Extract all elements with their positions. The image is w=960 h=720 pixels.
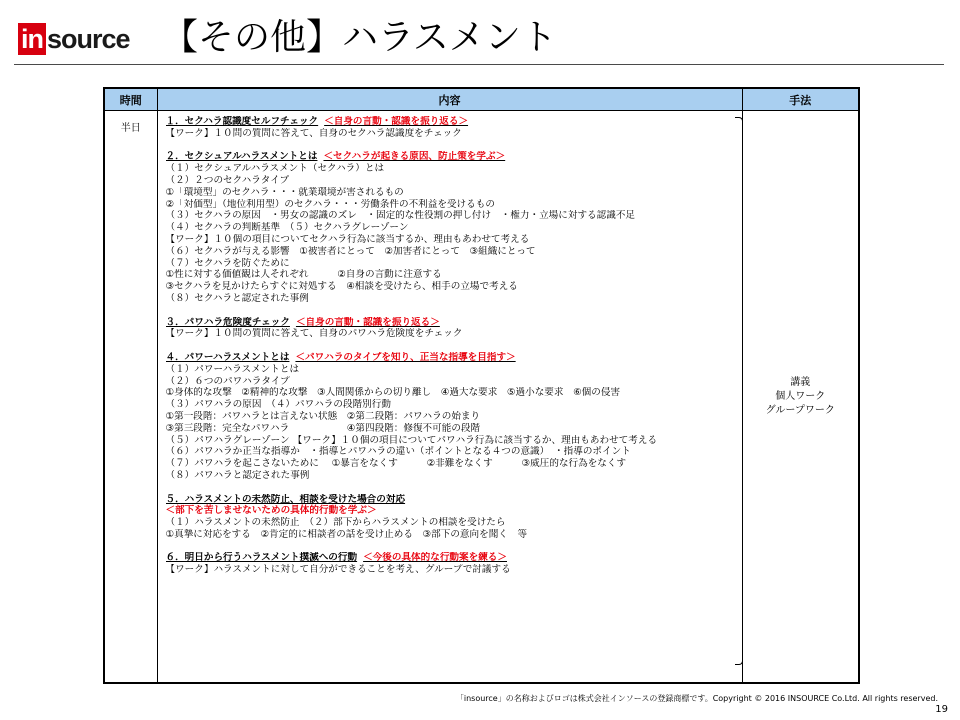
content-line: （２）２つのセクハラタイプ <box>165 174 290 186</box>
section-heading <box>166 116 738 128</box>
content-line: （２）６つのパワハラタイプ <box>165 375 290 387</box>
content-line: ①第一段階：パワハラとは言えない状態 ②第二段階：パワハラの始まり <box>165 410 481 422</box>
logo-in: in <box>18 23 46 55</box>
copyright-footer: 「insource」の名称およびロゴは株式会社インソースの登録商標です。Copyright © 2016 INSOURCE Co.Ltd. All rights reserved. <box>455 694 938 703</box>
content-line: （１）ハラスメントの未然防止 （２）部下からハラスメントの相談を受けたら <box>165 517 506 529</box>
header-time: 時間 <box>104 88 157 111</box>
spacer <box>166 340 738 352</box>
content-line: ①真摯に対応をする ②肯定的に相談者の話を受け止める ③部下の意向を聞く 等 <box>165 528 528 540</box>
content-line: 【ワーク】１０問の質問に答えて、自身のセクハラ認識度をチェック <box>165 127 462 139</box>
spacer <box>166 541 738 553</box>
brace-bracket <box>735 117 743 665</box>
content-line: ①身体的な攻撃 ②精神的な攻撃 ③人間関係からの切り離し ④過大な要求 ⑤過小な要求 ⑥個の侵害 <box>165 387 621 399</box>
section-heading-text: １．セクハラ認識度セルフチェック <box>165 116 319 127</box>
content-line: ①性に対する価値観は人それぞれ ②自身の言動に注意する <box>165 269 442 281</box>
section-goal: ＜パワハラのタイプを知り、正当な指導を目指す＞ <box>295 351 516 363</box>
content-line: （６）セクハラが与える影響 ①被害者にとって ②加害者にとって ③組織にとって <box>165 245 536 257</box>
time-cell: 半日 <box>104 111 157 684</box>
section-heading <box>166 151 738 163</box>
logo-rest: source <box>47 23 130 54</box>
page-number: 19 <box>935 704 948 715</box>
content-line: （３）パワハラの原因 （４）パワハラの段階別行動 <box>165 399 391 411</box>
section-goal: ＜セクハラが起きる原因、防止策を学ぶ＞ <box>323 151 506 163</box>
content-line: 【ワーク】１０問の質問に答えて、自身のパワハラ危険度をチェック <box>165 328 463 340</box>
content-line: ③第三段階：完全なパワハラ ④第四段階：修復不可能の段階 <box>165 422 481 434</box>
section-heading-text: ２．セクシュアルハラスメントとは <box>165 151 318 163</box>
spacer <box>166 140 738 152</box>
content-line: （１）パワーハラスメントとは <box>165 363 300 375</box>
page-title: 【その他】ハラスメント <box>162 17 557 58</box>
section-goal: ＜部下を苦しませないための具体的行動を学ぶ＞ <box>165 505 377 517</box>
method-group-work: グループワーク <box>765 405 835 416</box>
content-line: （３）セクハラの原因 ・男女の認識のズレ ・固定的な性役割の押し付け ・権力・立場に対する認識不足 <box>165 210 636 222</box>
content-line: ②「対価型」（地位利用型）のセクハラ・・・労働条件の不利益を受けるもの <box>165 198 495 210</box>
content-line: （１）セクシュアルハラスメント（セクハラ）とは <box>165 163 385 175</box>
section-heading <box>166 352 738 364</box>
content-line: （７）セクハラを防ぐために <box>165 257 290 269</box>
section-heading <box>166 552 738 564</box>
content-line: （８）セクハラと認定された事例 <box>165 292 309 304</box>
schedule-table <box>103 87 860 684</box>
spacer <box>166 482 738 494</box>
header-method: 手法 <box>742 88 859 111</box>
content-line: （５）パワハラグレーゾーン 【ワーク】１０個の項目についてパワハラ行為に該当するか、理由もあわせて考える <box>165 434 658 446</box>
content-line: （８）パワハラと認定された事例 <box>165 469 310 481</box>
content-line: ①「環境型」のセクハラ・・・就業環境が害されるもの <box>165 186 404 198</box>
content-line: ③セクハラを見かけたらすぐに対処する ④相談を受けたら、相手の立場で考える <box>165 281 518 293</box>
content-line: （４）セクハラの判断基準 （５）セクハラグレーゾーン <box>165 222 409 234</box>
section-goal: ＜今後の具体的な行動案を練る＞ <box>363 552 507 564</box>
section-heading <box>166 317 738 329</box>
spacer <box>166 305 738 317</box>
logo <box>18 23 130 55</box>
header-content: 内容 <box>157 88 742 111</box>
table-header-row <box>104 88 859 111</box>
content-line: （６）パワハラか正当な指導か ・指導とパワハラの違い（ポイントとなる４つの意識） ・指導のポイント <box>165 446 631 458</box>
method-cell <box>742 111 859 684</box>
method-individual-work: 個人ワーク <box>775 391 826 402</box>
method-list <box>743 376 859 418</box>
section-heading-text: ３．パワハラ危険度チェック <box>165 316 290 328</box>
method-lecture: 講義 <box>790 377 811 388</box>
content-line: （７）パワハラを起こさないために ①暴言をなくす ②非難をなくす ③威圧的な行為をなくす <box>165 458 627 470</box>
section-heading-text: ６．明日から行うハラスメント撲滅への行動 <box>165 552 358 564</box>
section-goal: ＜自身の言動・認識を振り返る＞ <box>295 316 440 328</box>
content-line: 【ワーク】１０個の項目についてセクハラ行為に該当するか、理由もあわせて考える <box>165 233 530 245</box>
section-heading-text: ５．ハラスメントの未然防止、相談を受けた場合の対応 <box>165 493 406 505</box>
table-row <box>104 111 859 684</box>
section-heading <box>166 494 738 506</box>
content-cell <box>157 111 742 684</box>
content-line: 【ワーク】ハラスメントに対して自分ができることを考え、グループで討議する <box>165 564 511 576</box>
section-heading-text: ４．パワーハラスメントとは <box>165 351 290 363</box>
section-goal: ＜自身の言動・認識を振り返る＞ <box>324 116 469 127</box>
title-divider <box>14 64 944 65</box>
